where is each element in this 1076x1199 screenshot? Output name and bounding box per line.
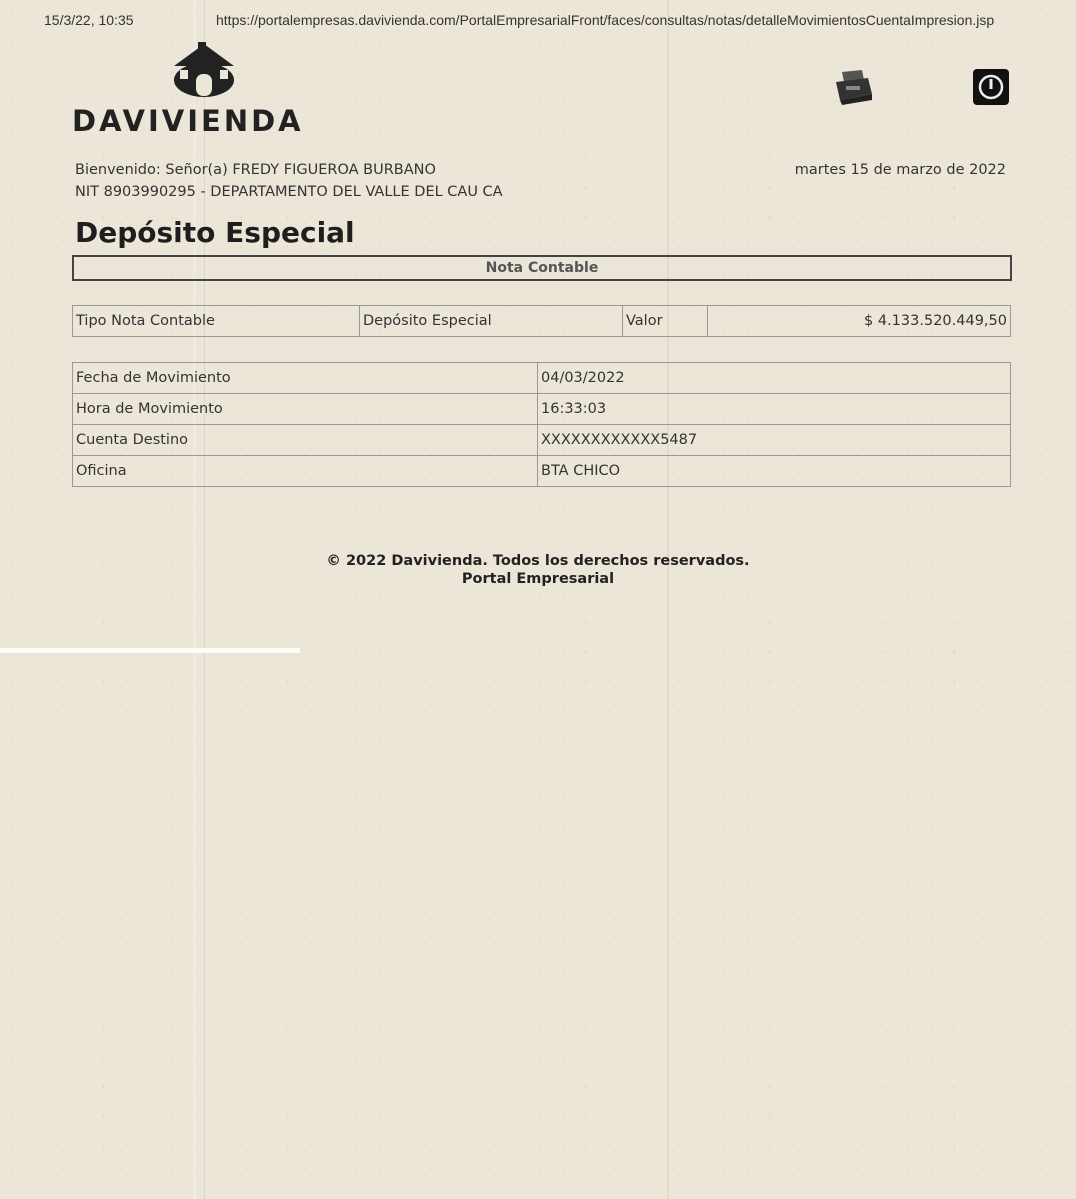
- detail-value: 04/03/2022: [538, 363, 1011, 394]
- paper-crease: [0, 648, 300, 653]
- table-row: [73, 425, 1011, 456]
- print-datetime: 15/3/22, 10:35: [44, 12, 134, 28]
- nit-text: NIT 8903990295 - DEPARTAMENTO DEL VALLE DEL CAU CA: [75, 184, 503, 200]
- footer: [0, 552, 1076, 588]
- detail-label: Oficina: [73, 456, 538, 487]
- paper-fold: [204, 0, 205, 1199]
- table-row: [73, 394, 1011, 425]
- footer-copyright: © 2022 Davivienda. Todos los derechos reservados.: [326, 553, 750, 569]
- table-row: [73, 456, 1011, 487]
- detail-value: BTA CHICO: [538, 456, 1011, 487]
- paper-fold: [193, 0, 196, 1199]
- detail-value: XXXXXXXXXXXX5487: [538, 425, 1011, 456]
- current-date: martes 15 de marzo de 2022: [794, 162, 1006, 178]
- section-header: Nota Contable: [72, 255, 1012, 281]
- summary-table: [72, 305, 1011, 337]
- printer-icon[interactable]: [832, 68, 874, 106]
- detail-label: Cuenta Destino: [73, 425, 538, 456]
- footer-portal: Portal Empresarial: [461, 571, 615, 587]
- valor-value: $ 4.133.520.449,50: [708, 306, 1011, 337]
- page-title: Depósito Especial: [75, 216, 355, 249]
- valor-label: Valor: [623, 306, 708, 337]
- detail-label: Hora de Movimiento: [73, 394, 538, 425]
- paper-fold: [667, 0, 669, 1199]
- tipo-label: Tipo Nota Contable: [73, 306, 360, 337]
- detail-value: 16:33:03: [538, 394, 1011, 425]
- details-table: [72, 362, 1011, 487]
- print-url: https://portalempresas.davivienda.com/PortalEmpresarialFront/faces/consultas/notas/detalleMovimientosCuentaImpresion.jsp: [216, 12, 995, 28]
- brand-wordmark: DAVIVIENDA: [72, 104, 304, 138]
- table-row: [73, 363, 1011, 394]
- table-row: [73, 306, 1011, 337]
- power-icon[interactable]: [972, 68, 1010, 106]
- tipo-value: Depósito Especial: [360, 306, 623, 337]
- detail-label: Fecha de Movimiento: [73, 363, 538, 394]
- welcome-text: Bienvenido: Señor(a) FREDY FIGUEROA BURBANO: [75, 162, 436, 178]
- house-icon: [168, 40, 240, 98]
